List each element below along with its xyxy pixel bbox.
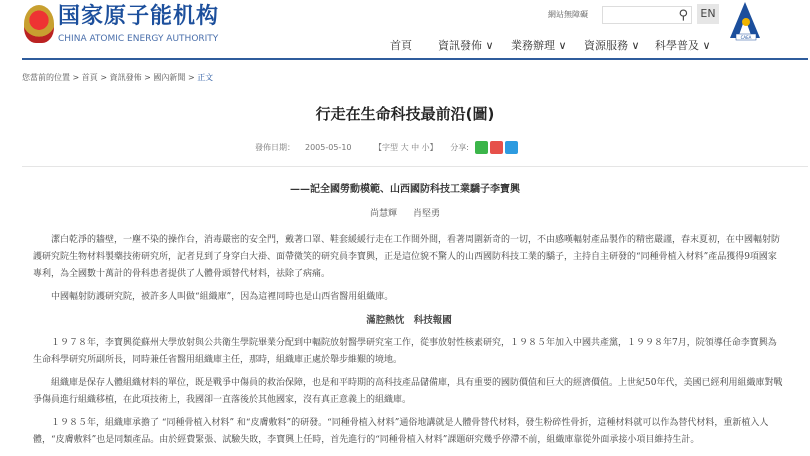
caea-logo-icon xyxy=(724,0,766,42)
breadcrumb-prefix: 您當前的位置 xyxy=(22,73,70,82)
nav-divider xyxy=(22,58,808,60)
breadcrumb-home[interactable]: 首頁 xyxy=(81,73,98,82)
paragraph: 潔白乾淨的牆壁，一塵不染的操作台，消毒嚴密的安全門，戴著口罩、鞋套緩緩行走在工作間外間，看著周圍新奇的一切，不由感嘆輻射產品製作的精密嚴謹，春末夏初，在中國輻射防護研究院生物材料製藥技術研究所，記者見到了身穿白大褂、面帶微笑的研究員李寶興，正是這位貌不驚人的山西國防科技工業的驕子，主持自主研發的“同種骨植入材料”產品獲得9項國家專利，為全國數十萬計的骨科患者提供了人體骨頭替代材料，祛除了病痛。 xyxy=(33,235,781,279)
divider xyxy=(22,166,808,167)
nav-science[interactable]: 科學普及 ∨ xyxy=(655,39,711,52)
breadcrumb xyxy=(22,72,213,83)
article-meta xyxy=(255,141,520,155)
publish-date: 2005-05-10 xyxy=(305,143,352,152)
logo-title[interactable]: 国家原子能机构 xyxy=(58,4,220,29)
article-title: 行走在生命科技最前沿(圖) xyxy=(315,105,495,123)
breadcrumb-news[interactable]: 資訊發佈 xyxy=(109,73,142,82)
font-size-control[interactable]: 【字型 大 中 小】 xyxy=(374,143,438,152)
paragraph: 組織庫是保存人體組織材料的單位，既是戰爭中傷員的救治保障，也是和平時期的高科技產品儲備庫，具有重要的國防價值和巨大的經濟價值。上世紀50年代，美國已經利用組織庫對戰爭傷員進行組織移植，在此項技術上，我國卻一直落後於其他國家，沒有真正意義上的組織庫。 xyxy=(33,378,783,405)
breadcrumb-separator: > xyxy=(144,73,151,82)
section-heading: 滿腔熱忱 科技報國 xyxy=(366,315,452,326)
breadcrumb-domestic[interactable]: 國內新聞 xyxy=(153,73,186,82)
article-body xyxy=(33,232,785,455)
weibo-share-icon[interactable] xyxy=(490,141,503,154)
breadcrumb-separator: > xyxy=(100,73,108,82)
authors xyxy=(0,208,810,221)
search-input[interactable] xyxy=(602,6,692,24)
paragraph: 中國輻射防護研究院，被許多人叫做“組織庫”，因為這裡同時也是山西省醫用組織庫。 xyxy=(51,292,394,302)
qzone-share-icon[interactable] xyxy=(505,141,518,154)
author: 尚慧輝 xyxy=(369,209,397,219)
caea-label: CAEA xyxy=(740,35,752,40)
breadcrumb-separator: > xyxy=(187,73,195,82)
accessibility-link[interactable]: 網站無障礙 xyxy=(548,10,588,19)
article-subtitle: ——記全國勞動模範、山西國防科技工業驕子李寶興 xyxy=(290,184,520,195)
breadcrumb-separator: > xyxy=(72,73,80,82)
breadcrumb-current: 正文 xyxy=(197,73,214,82)
author: 肖堅勇 xyxy=(413,209,441,219)
paragraph: １９８５年，組織庫承擔了 “同種骨植入材料” 和“皮膚敷料”的研發。“同種骨植入材料”通俗地講就是人體骨替代材料，發生粉碎性骨折，這種材料就可以作為替代材料，重新植入人體，“皮膚敷料”也是同類產品。由於經費緊張、試驗失敗，李寶興上任時，首先進行的“同種骨植入材料”課題研究幾乎停滯不前，組織庫靠從外面承接小項目維持生計。 xyxy=(33,418,769,445)
english-button[interactable]: EN xyxy=(697,4,719,24)
date-label: 發佈日期： xyxy=(255,143,295,152)
wechat-share-icon[interactable] xyxy=(475,141,488,154)
nav-resources[interactable]: 資源服務 ∨ xyxy=(584,39,640,52)
search-icon[interactable]: ⚲ xyxy=(678,8,688,23)
share-label: 分享: xyxy=(450,143,469,152)
logo-subtitle: CHINA ATOMIC ENERGY AUTHORITY xyxy=(58,34,219,44)
national-emblem-icon xyxy=(24,5,54,43)
nav-news[interactable]: 資訊發佈 ∨ xyxy=(438,39,494,52)
nav-home[interactable]: 首頁 xyxy=(390,39,412,52)
nav-services[interactable]: 業務辦理 ∨ xyxy=(511,39,567,52)
paragraph: １９７８年，李寶興從蘇州大學放射與公共衛生學院畢業分配到中輻院放射醫學研究室工作，從事放射性核素研究，１９８５年加入中國共產黨，１９９８年7月，院領導任命李寶興為生命科學研究所副所長，同時兼任省醫用組織庫主任，那時，組織庫正處於舉步維艱的境地。 xyxy=(33,338,777,365)
